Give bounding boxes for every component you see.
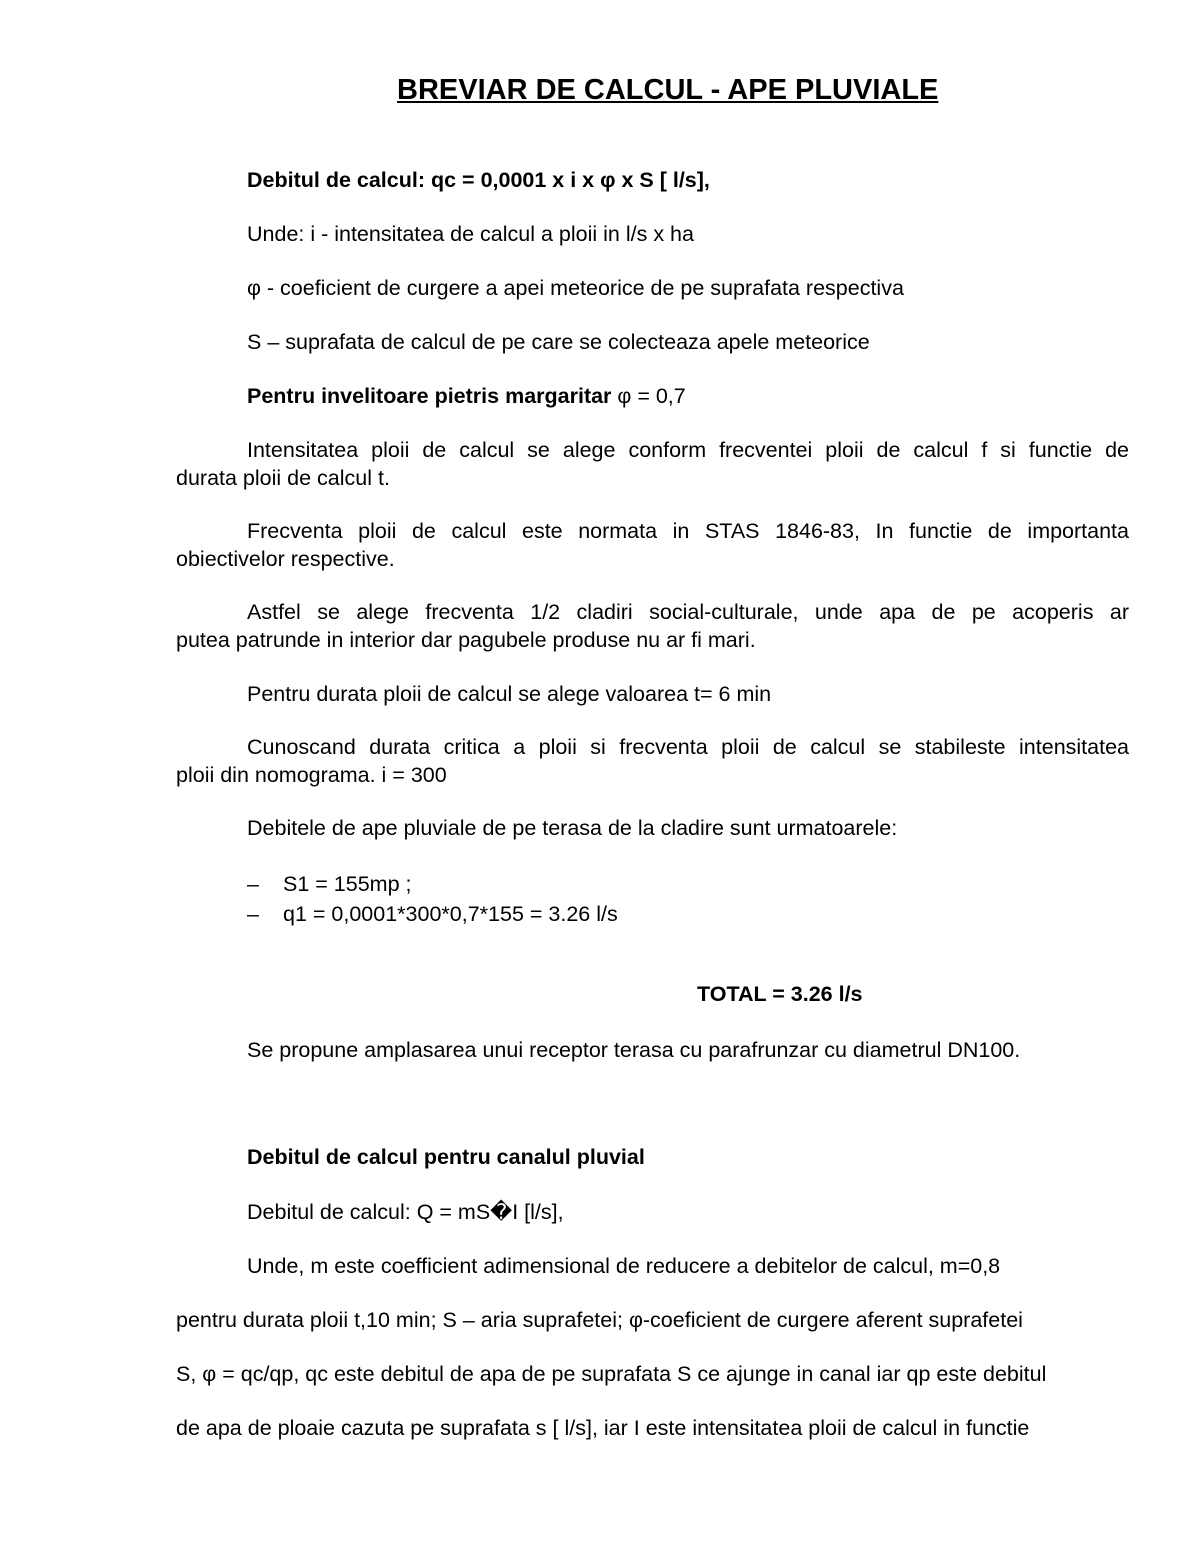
list-item: S1 = 155mp ;: [283, 872, 412, 896]
bullet-dash: –: [247, 872, 259, 896]
paragraph-duration: Pentru durata ploii de calcul se alege valoarea t= 6 min: [247, 682, 772, 706]
paragraph-choice-l2: putea patrunde in interior dar pagubele produse nu ar fi mari.: [176, 628, 756, 652]
paragraph-where-l3: S, φ = qc/qp, qc este debitul de apa de pe suprafata S ce ajunge in canal iar qp este debitul: [176, 1362, 1047, 1386]
definition-phi: φ - coeficient de curgere a apei meteorice de pe suprafata respectiva: [247, 276, 904, 300]
definition-s: S – suprafata de calcul de pe care se colecteaza apele meteorice: [247, 330, 870, 354]
paragraph-intensity-l2: durata ploii de calcul t.: [176, 466, 390, 490]
paragraph-frequency-l1: Frecventa ploii de calcul este normata in STAS 1846-83, In functie de importanta: [247, 519, 1129, 543]
paragraph-flows: Debitele de ape pluviale de pe terasa de la cladire sunt urmatoarele:: [247, 816, 898, 840]
paragraph-where-l1: Unde, m este coefficient adimensional de reducere a debitelor de calcul, m=0,8: [247, 1254, 1001, 1278]
paragraph-critical-l1: Cunoscand durata critica a ploii si frecventa ploii de calcul se stabileste intensitatea: [247, 735, 1129, 759]
paragraph-intensity-l1: Intensitatea ploii de calcul se alege conform frecventei ploii de calcul f si functie de: [247, 438, 1129, 462]
paragraph-critical-l2: ploii din nomograma. i = 300: [176, 763, 447, 787]
roof-coefficient-label: Pentru invelitoare pietris margaritar: [247, 384, 612, 408]
paragraph-proposal: Se propune amplasarea unui receptor terasa cu parafrunzar cu diametrul DN100.: [247, 1038, 1021, 1062]
section-heading-canal: Debitul de calcul pentru canalul pluvial: [247, 1145, 645, 1169]
roof-coefficient: [247, 382, 686, 410]
formula-q: Debitul de calcul: Q = mS�I [l/s],: [247, 1200, 564, 1224]
roof-coefficient-value: φ = 0,7: [611, 384, 686, 408]
bullet-dash: –: [247, 902, 259, 926]
page-title: BREVIAR DE CALCUL - APE PLUVIALE: [397, 74, 939, 106]
paragraph-choice-l1: Astfel se alege frecventa 1/2 cladiri social-culturale, unde apa de pe acoperis ar: [247, 600, 1129, 624]
list-item: q1 = 0,0001*300*0,7*155 = 3.26 l/s: [283, 902, 618, 926]
total-flow: TOTAL = 3.26 l/s: [697, 982, 863, 1006]
paragraph-frequency-l2: obiectivelor respective.: [176, 547, 395, 571]
paragraph-where-l4: de apa de ploaie cazuta pe suprafata s [ l/s], iar I este intensitatea ploii de calcul in functie: [176, 1416, 1030, 1440]
paragraph-where-l2: pentru durata ploii t,10 min; S – aria suprafetei; φ-coeficient de curgere aferent suprafetei: [176, 1308, 1023, 1332]
definition-i: Unde: i - intensitatea de calcul a ploii in l/s x ha: [247, 222, 694, 246]
formula-qc: Debitul de calcul: qc = 0,0001 x i x φ x S [ l/s],: [247, 168, 710, 192]
